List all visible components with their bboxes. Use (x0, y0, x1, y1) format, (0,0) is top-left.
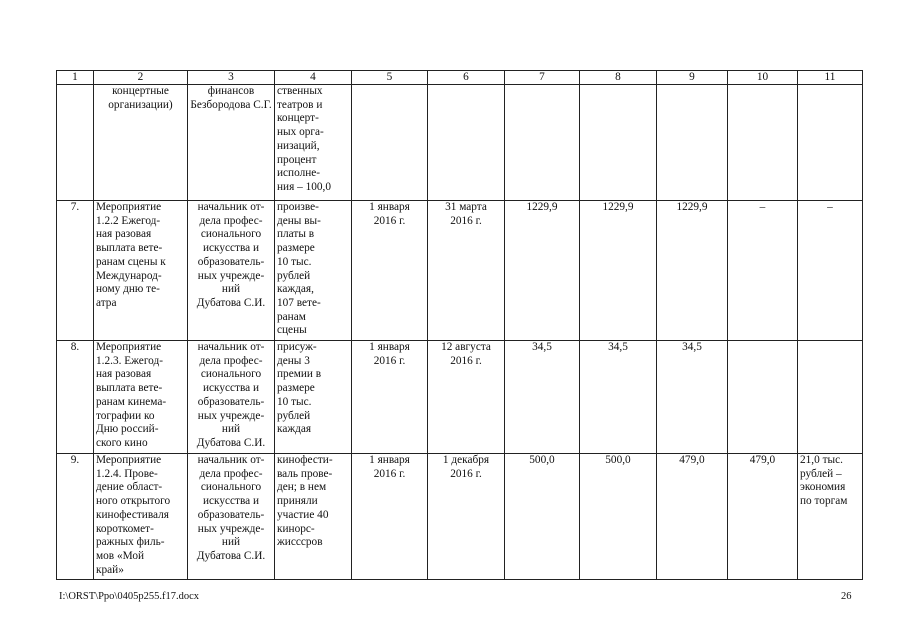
table-row (57, 85, 863, 201)
table-row (57, 454, 863, 580)
column-number: 4 (275, 71, 352, 85)
event-cell: Мероприятие 1.2.4. Прове- дение област- ного открытого кинофестиваля короткомет- ражных филь- мов «Мой край» (94, 454, 188, 580)
start-date-cell (352, 85, 428, 201)
result-cell: присуж- дены 3 премии в размере 10 тыс. рублей каждая (275, 341, 352, 454)
table-row (57, 341, 863, 454)
note-cell: 21,0 тыс. рублей – экономия по торгам (798, 454, 863, 580)
value-cell (657, 85, 728, 201)
note-cell (798, 85, 863, 201)
column-number: 9 (657, 71, 728, 85)
result-cell: произве- дены вы- платы в размере 10 тыс. рублей каждая, 107 вете- ранам сцены (275, 201, 352, 341)
column-number: 2 (94, 71, 188, 85)
event-cell: Мероприятие 1.2.3. Ежегод- ная разовая выплата вете- ранам кинема- тографии ко Дню россий- ского кино (94, 341, 188, 454)
end-date-cell (428, 85, 505, 201)
row-number: 8. (57, 341, 94, 454)
value-cell: 1229,9 (580, 201, 657, 341)
note-cell (798, 341, 863, 454)
responsible-cell: начальник от- дела профес- сионального искусства и образователь- ных учрежде- ний Дубатова С.И. (188, 201, 275, 341)
value-cell: 1229,9 (505, 201, 580, 341)
responsible-cell: финансов Безбородова С.Г. (188, 85, 275, 201)
value-cell: 500,0 (505, 454, 580, 580)
value-cell: 34,5 (580, 341, 657, 454)
end-date-cell: 12 августа 2016 г. (428, 341, 505, 454)
responsible-cell: начальник от- дела профес- сионального искусства и образователь- ных учрежде- ний Дубатова С.И. (188, 341, 275, 454)
result-cell: кинофести- валь прове- ден; в нем приняли участие 40 кинорс- жисссров (275, 454, 352, 580)
column-number: 10 (728, 71, 798, 85)
start-date-cell: 1 января 2016 г. (352, 201, 428, 341)
column-number-row (57, 71, 863, 85)
value-cell: 34,5 (657, 341, 728, 454)
start-date-cell: 1 января 2016 г. (352, 454, 428, 580)
page-number: 26 (841, 591, 852, 602)
note-cell: – (798, 201, 863, 341)
row-number (57, 85, 94, 201)
column-number: 8 (580, 71, 657, 85)
value-cell: 500,0 (580, 454, 657, 580)
value-cell: 1229,9 (657, 201, 728, 341)
table-row (57, 201, 863, 341)
result-cell: ственных театров и концерт- ных орга- низаций, процент исполне- ния – 100,0 (275, 85, 352, 201)
events-table (56, 70, 863, 580)
value-cell: 479,0 (728, 454, 798, 580)
value-cell (580, 85, 657, 201)
value-cell (505, 85, 580, 201)
value-cell: – (728, 201, 798, 341)
column-number: 1 (57, 71, 94, 85)
responsible-cell: начальник от- дела профес- сионального искусства и образователь- ных учрежде- ний Дубатова С.И. (188, 454, 275, 580)
column-number: 11 (798, 71, 863, 85)
row-number: 7. (57, 201, 94, 341)
start-date-cell: 1 января 2016 г. (352, 341, 428, 454)
event-cell: концертные организации) (94, 85, 188, 201)
value-cell: 479,0 (657, 454, 728, 580)
file-path: I:\ORST\Ppo\0405p255.f17.docx (59, 591, 200, 602)
value-cell: 34,5 (505, 341, 580, 454)
column-number: 5 (352, 71, 428, 85)
column-number: 3 (188, 71, 275, 85)
value-cell (728, 341, 798, 454)
value-cell (728, 85, 798, 201)
end-date-cell: 1 декабря 2016 г. (428, 454, 505, 580)
column-number: 6 (428, 71, 505, 85)
row-number: 9. (57, 454, 94, 580)
event-cell: Мероприятие 1.2.2 Ежегод- ная разовая выплата вете- ранам сцены к Международ- ному дню те- атра (94, 201, 188, 341)
end-date-cell: 31 марта 2016 г. (428, 201, 505, 341)
column-number: 7 (505, 71, 580, 85)
